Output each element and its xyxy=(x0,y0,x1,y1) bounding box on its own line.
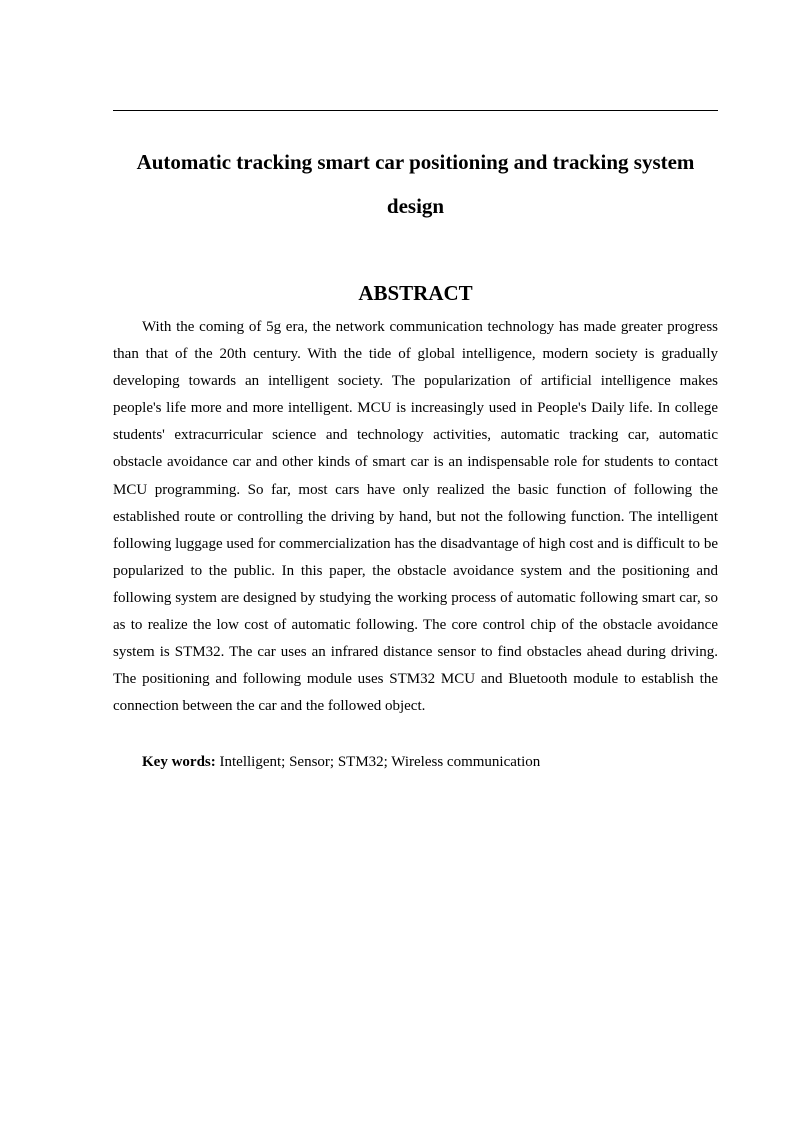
header-rule xyxy=(113,110,718,111)
abstract-heading: ABSTRACT xyxy=(358,281,473,305)
keywords-text: Intelligent; Sensor; STM32; Wireless communication xyxy=(215,754,541,770)
paper-title: Automatic tracking smart car positioning and tracking system design xyxy=(136,150,695,218)
keywords-label: Key words: xyxy=(142,754,216,770)
keywords-line xyxy=(113,749,718,776)
abstract-body: With the coming of 5g era, the network communication technology has made greater progress than that of the 20th century. With the tide of global intelligence, modern society is gradually developing towards an intelligent society. The popularization of artificial intelligence makes people's life more and more intelligent. MCU is increasingly used in People's Daily life. In college students' extracurricular science and technology activities, automatic tracking car, automatic obstacle avoidance car and other kinds of smart car is an indispensable role for students to contact MCU programming. So far, most cars have only realized the basic function of following the established route or controlling the driving by hand, but not the following function. The intelligent following luggage used for commercialization has the disadvantage of high cost and is difficult to be popularized to the public. In this paper, the obstacle avoidance system and the positioning and following system are designed by studying the working process of automatic following smart car, so as to realize the low cost of automatic following. The core control chip of the obstacle avoidance system is STM32. The car uses an infrared distance sensor to find obstacles ahead during driving. The positioning and following module uses STM32 MCU and Bluetooth module to establish the connection between the car and the followed object. xyxy=(113,319,718,715)
